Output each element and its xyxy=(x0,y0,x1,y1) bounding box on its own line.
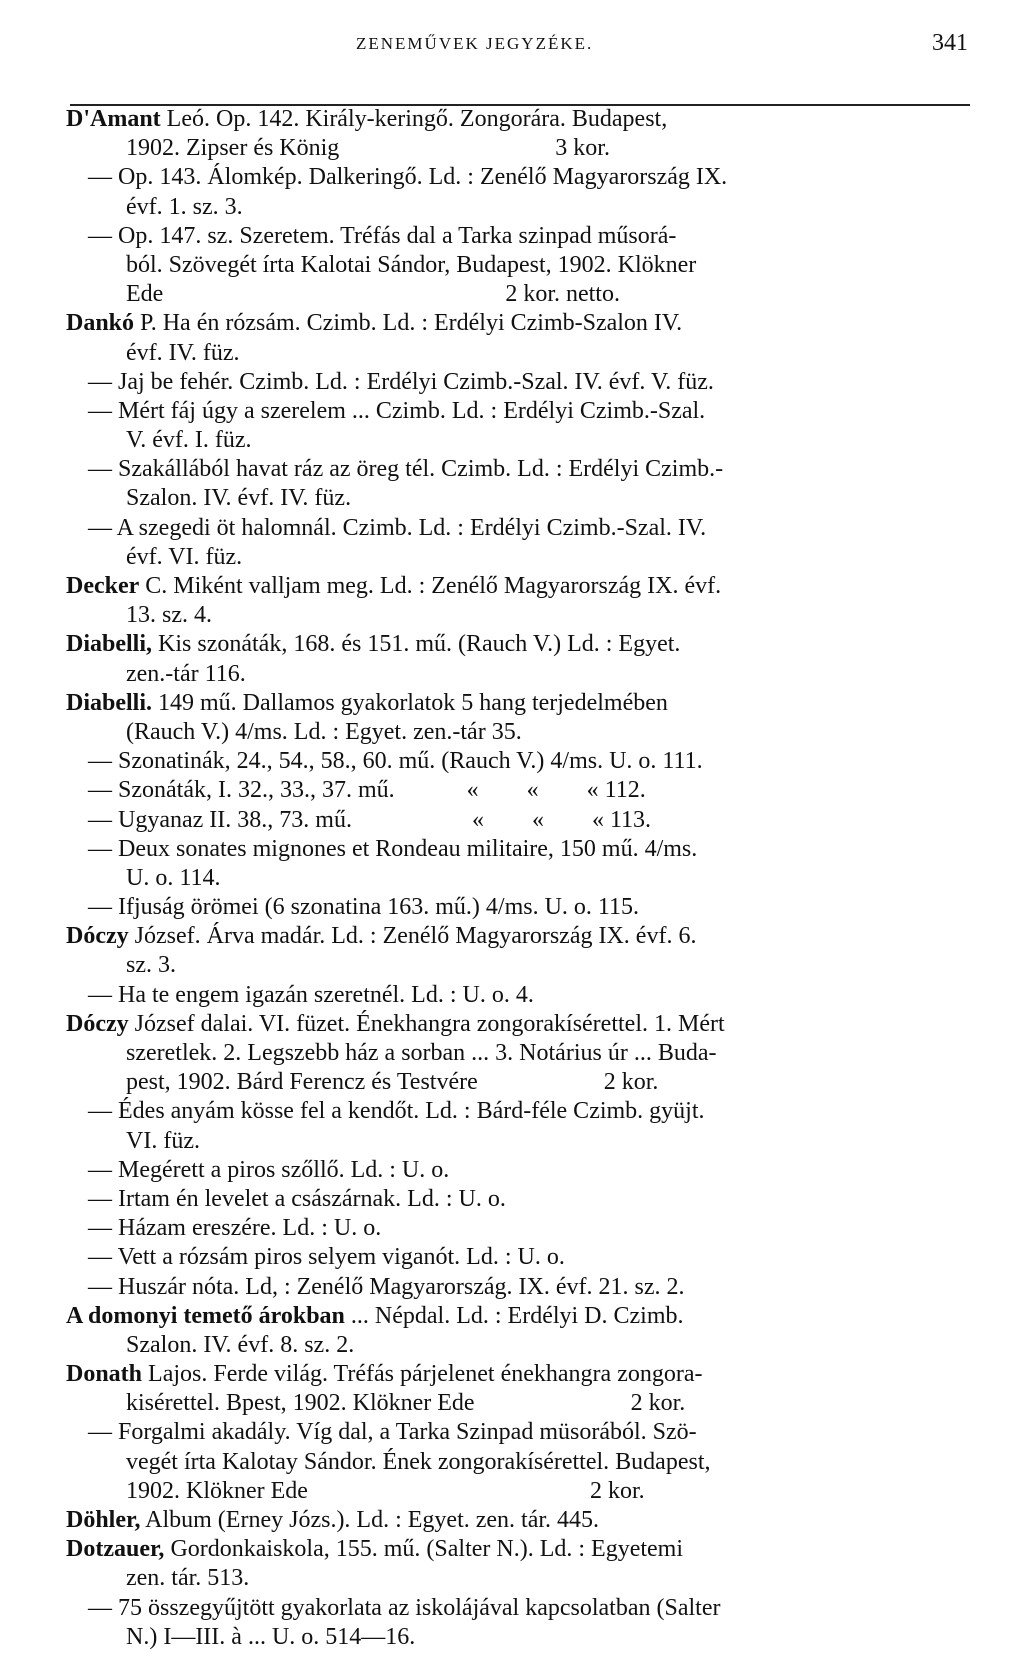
continuation-line xyxy=(66,251,958,280)
sub-entry-line xyxy=(66,1594,958,1623)
entry-line xyxy=(66,630,958,659)
continuation-line xyxy=(66,1623,958,1652)
continuation-line xyxy=(66,339,958,368)
line-text: — Megérett a piros szőllő. Ld. : U. o. xyxy=(88,1156,450,1183)
entry-heading: Dotzauer, xyxy=(66,1536,165,1563)
entry-heading: Dankó xyxy=(66,310,135,337)
line-text: József. Árva madár. Ld. : Zenélő Magyarország IX. évf. 6. xyxy=(134,923,697,950)
line-text: VI. füz. xyxy=(126,1127,200,1154)
line-text: — Édes anyám kösse fel a kendőt. Ld. : Bárd-féle Czimb. gyüjt. xyxy=(88,1098,705,1125)
catalogue-text xyxy=(66,105,958,1652)
entry-heading: Decker xyxy=(66,573,140,599)
entry-line xyxy=(66,922,958,951)
line-text: ... Népdal. Ld. : Erdélyi D. Czimb. xyxy=(350,1302,684,1329)
continuation-line xyxy=(66,1068,958,1097)
entry-heading: A domonyi temető árokban xyxy=(66,1302,345,1329)
line-text: zen. tár. 513. xyxy=(126,1565,250,1592)
line-text: — Házam ereszére. Ld. : U. o. xyxy=(88,1215,382,1242)
page-header xyxy=(0,30,1024,74)
line-text: Ede 2 kor. netto. xyxy=(126,281,620,308)
continuation-line xyxy=(66,280,958,309)
continuation-line xyxy=(66,1127,958,1156)
sub-entry-line xyxy=(66,747,958,776)
line-text: — 75 összegyűjtött gyakorlata az iskolájával kapcsolatban (Salter xyxy=(88,1594,721,1621)
entry-heading: D'Amant xyxy=(66,106,161,132)
line-text: — Szonáták, I. 32., 33., 37. mű. « « « 112. xyxy=(88,777,646,804)
line-text: 1902. Klökner Ede 2 kor. xyxy=(126,1477,645,1504)
line-text: József dalai. VI. füzet. Énekhangra zongorakísérettel. 1. Mért xyxy=(134,1010,725,1037)
sub-entry-line xyxy=(66,981,958,1010)
line-text: — Jaj be fehér. Czimb. Ld. : Erdélyi Czimb.-Szal. IV. évf. V. füz. xyxy=(88,368,714,395)
continuation-line xyxy=(66,718,958,747)
entry-line xyxy=(66,105,958,134)
line-text: Szalon. IV. évf. 8. sz. 2. xyxy=(126,1331,355,1358)
continuation-line xyxy=(66,484,958,513)
line-text: pest, 1902. Bárd Ferencz és Testvére 2 kor. xyxy=(126,1069,659,1096)
sub-entry-line xyxy=(66,222,958,251)
sub-entry-line xyxy=(66,1243,958,1272)
continuation-line xyxy=(66,1389,958,1418)
continuation-line xyxy=(66,864,958,893)
sub-entry-line xyxy=(66,1097,958,1126)
line-text: — Irtam én levelet a császárnak. Ld. : U. o. xyxy=(88,1185,506,1212)
sub-entry-line xyxy=(66,776,958,805)
line-text: 149 mű. Dallamos gyakorlatok 5 hang terjedelmében xyxy=(158,689,668,716)
line-text: — Mért fáj úgy a szerelem ... Czimb. Ld. : Erdélyi Czimb.-Szal. xyxy=(88,397,706,424)
line-text: vegét írta Kalotay Sándor. Ének zongorakísérettel. Budapest, xyxy=(126,1448,711,1475)
entry-line xyxy=(66,689,958,718)
sub-entry-line xyxy=(66,368,958,397)
line-text: 1902. Zipser és König 3 kor. xyxy=(126,135,610,162)
page-number: 341 xyxy=(932,30,968,56)
sub-entry-line xyxy=(66,397,958,426)
continuation-line xyxy=(66,951,958,980)
continuation-line xyxy=(66,660,958,689)
sub-entry-line xyxy=(66,893,958,922)
sub-entry-line xyxy=(66,163,958,192)
line-text: N.) I—III. à ... U. o. 514—16. xyxy=(126,1623,416,1650)
running-title: ZENEMŰVEK JEGYZÉKE. xyxy=(356,34,594,53)
continuation-line xyxy=(66,426,958,455)
sub-entry-line xyxy=(66,835,958,864)
line-text: Gordonkaiskola, 155. mű. (Salter N.). Ld. : Egyetemi xyxy=(170,1536,684,1563)
line-text: — Op. 143. Álomkép. Dalkeringő. Ld. : Zenélő Magyarország IX. xyxy=(88,164,728,191)
line-text: évf. 1. sz. 3. xyxy=(126,193,243,220)
line-text: — Ha te engem igazán szeretnél. Ld. : U. o. 4. xyxy=(88,981,534,1008)
line-text: (Rauch V.) 4/ms. Ld. : Egyet. zen.-tár 35. xyxy=(126,718,522,745)
continuation-line xyxy=(66,1448,958,1477)
line-text: Kis szonáták, 168. és 151. mű. (Rauch V.) Ld. : Egyet. xyxy=(158,631,681,658)
line-text: Lajos. Ferde világ. Tréfás párjelenet énekhangra zongora- xyxy=(148,1361,703,1388)
sub-entry-line xyxy=(66,1418,958,1447)
entry-heading: Döhler, xyxy=(66,1507,141,1533)
line-text: — Vett a rózsám piros selyem viganót. Ld. : U. o. xyxy=(88,1244,565,1271)
entry-heading: Donath xyxy=(66,1361,143,1388)
continuation-line xyxy=(66,193,958,222)
entry-line xyxy=(66,572,958,601)
line-text: — Ugyanaz II. 38., 73. mű. « « « 113. xyxy=(88,806,652,833)
sub-entry-line xyxy=(66,1273,958,1302)
line-text: Album (Erney Józs.). Ld. : Egyet. zen. tár. 445. xyxy=(145,1507,600,1533)
line-text: — Forgalmi akadály. Víg dal, a Tarka Szinpad müsorából. Szö- xyxy=(88,1419,697,1446)
line-text: Szalon. IV. évf. IV. füz. xyxy=(126,485,352,512)
entry-line xyxy=(66,1506,958,1535)
line-text: P. Ha én rózsám. Czimb. Ld. : Erdélyi Czimb-Szalon IV. xyxy=(140,310,683,337)
line-text: — Ifjuság örömei (6 szonatina 163. mű.) 4/ms. U. o. 115. xyxy=(88,894,640,921)
line-text: kisérettel. Bpest, 1902. Klökner Ede 2 kor. xyxy=(126,1390,686,1417)
sub-entry-line xyxy=(66,1214,958,1243)
entry-heading: Dóczy xyxy=(66,1010,129,1037)
continuation-line xyxy=(66,543,958,572)
line-text: 13. sz. 4. xyxy=(126,602,212,629)
line-text: — Szonatinák, 24., 54., 58., 60. mű. (Rauch V.) 4/ms. U. o. 111. xyxy=(88,748,703,775)
entry-line xyxy=(66,1010,958,1039)
line-text: U. o. 114. xyxy=(126,864,221,891)
entry-heading: Diabelli, xyxy=(66,631,153,658)
line-text: C. Miként valljam meg. Ld. : Zenélő Magyarország IX. évf. xyxy=(145,573,722,599)
line-text: — Huszár nóta. Ld, : Zenélő Magyarország. IX. évf. 21. sz. 2. xyxy=(88,1273,685,1300)
continuation-line xyxy=(66,1564,958,1593)
continuation-line xyxy=(66,134,958,163)
sub-entry-line xyxy=(66,514,958,543)
entry-line xyxy=(66,1535,958,1564)
entry-heading: Diabelli. xyxy=(66,689,153,716)
line-text: évf. IV. füz. xyxy=(126,339,240,366)
line-text: szeretlek. 2. Legszebb ház a sorban ... 3. Notárius úr ... Buda- xyxy=(126,1040,717,1066)
line-text: sz. 3. xyxy=(126,952,176,979)
line-text: évf. VI. füz. xyxy=(126,543,243,570)
sub-entry-line xyxy=(66,806,958,835)
entry-heading: Dóczy xyxy=(66,923,129,950)
entry-line xyxy=(66,1360,958,1389)
line-text: — Deux sonates mignones et Rondeau militaire, 150 mű. 4/ms. xyxy=(88,835,698,862)
sub-entry-line xyxy=(66,1156,958,1185)
sub-entry-line xyxy=(66,1185,958,1214)
line-text: ból. Szövegét írta Kalotai Sándor, Budapest, 1902. Klökner xyxy=(126,251,697,278)
sub-entry-line xyxy=(66,455,958,484)
continuation-line xyxy=(66,1477,958,1506)
line-text: — A szegedi öt halomnál. Czimb. Ld. : Erdélyi Czimb.-Szal. IV. xyxy=(88,514,707,541)
line-text: V. évf. I. füz. xyxy=(126,427,252,454)
line-text: zen.-tár 116. xyxy=(126,660,246,687)
continuation-line xyxy=(66,1039,958,1068)
line-text: Leó. Op. 142. Király-keringő. Zongorára. Budapest, xyxy=(166,106,668,132)
continuation-line xyxy=(66,601,958,630)
line-text: — Op. 147. sz. Szeretem. Tréfás dal a Tarka szinpad műsorá- xyxy=(88,222,677,249)
entry-line xyxy=(66,309,958,338)
continuation-line xyxy=(66,1331,958,1360)
line-text: — Szakállából havat ráz az öreg tél. Czimb. Ld. : Erdélyi Czimb.- xyxy=(88,456,724,483)
entry-line xyxy=(66,1302,958,1331)
